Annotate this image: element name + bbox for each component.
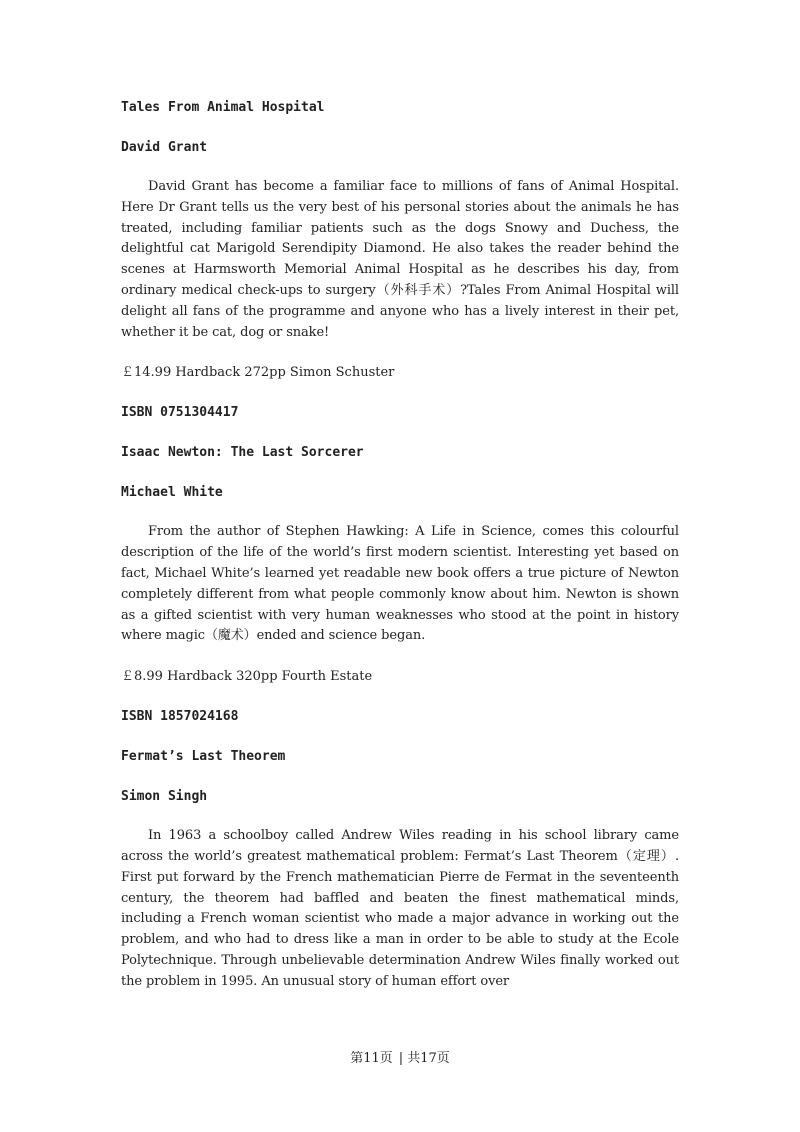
book-author: David Grant <box>121 140 208 155</box>
footer-separator: | <box>398 1051 404 1066</box>
book-description: From the author of Stephen Hawking: A Life in Science, comes this colourful description of the life of the world’s first modern scientist. Interesting yet based on fact, Michael White’s learned yet readable new book offers a true picture of Newton completely different from what people commonly know about him. Newton is shown as a gifted scientist with very human weaknesses who stood at the point in history where magic（魔术）ended and science began. <box>121 524 679 644</box>
book-price: ￡8.99 Hardback 320pp Fourth Estate <box>121 669 373 685</box>
page-footer <box>0 1047 800 1066</box>
book-author: Simon Singh <box>121 789 208 805</box>
book-title: Fermat’s Last Theorem <box>121 749 286 765</box>
book-isbn: ISBN 0751304417 <box>121 405 239 421</box>
page-number: 第11页 <box>350 1051 393 1066</box>
book-description: In 1963 a schoolboy called Andrew Wiles reading in his school library came across the world’s greatest mathematical problem: Fermat’s Last Theorem（定理）. First put forward by the French mathematician Pierre de Fermat in the seventeenth century, the theorem had baffled and beaten the finest mathematical minds, including a French woman scientist who made a major advance in working out the problem, and who had to dress like a man in order to be able to study at the Ecole Polytechnique. Through unbelievable determination Andrew Wiles finally worked out the problem in 1995. An unusual story of human effort over <box>121 828 679 989</box>
book-title: Isaac Newton: The Last Sorcerer <box>121 445 364 461</box>
book-isbn: ISBN 1857024168 <box>121 709 239 725</box>
page-total: 共17页 <box>407 1051 450 1066</box>
book-price: ￡14.99 Hardback 272pp Simon Schuster <box>121 365 395 381</box>
book-description: David Grant has become a familiar face to millions of fans of Animal Hospital. Here Dr Grant tells us the very best of his personal stories about the animals he has treated, including familiar patients such as the dogs Snowy and Duchess, the delightful cat Marigold Serendipity Diamond. He also takes the reader behind the scenes at Harmsworth Memorial Animal Hospital as he describes his day, from ordinary medical check-ups to surgery（外科手术）?Tales From Animal Hospital will delight all fans of the programme and anyone who has a lively interest in their pet, whether it be cat, dog or snake! <box>121 179 679 340</box>
book-title: Tales From Animal Hospital <box>121 100 325 115</box>
document-page <box>121 97 679 1012</box>
book-author: Michael White <box>121 485 223 501</box>
